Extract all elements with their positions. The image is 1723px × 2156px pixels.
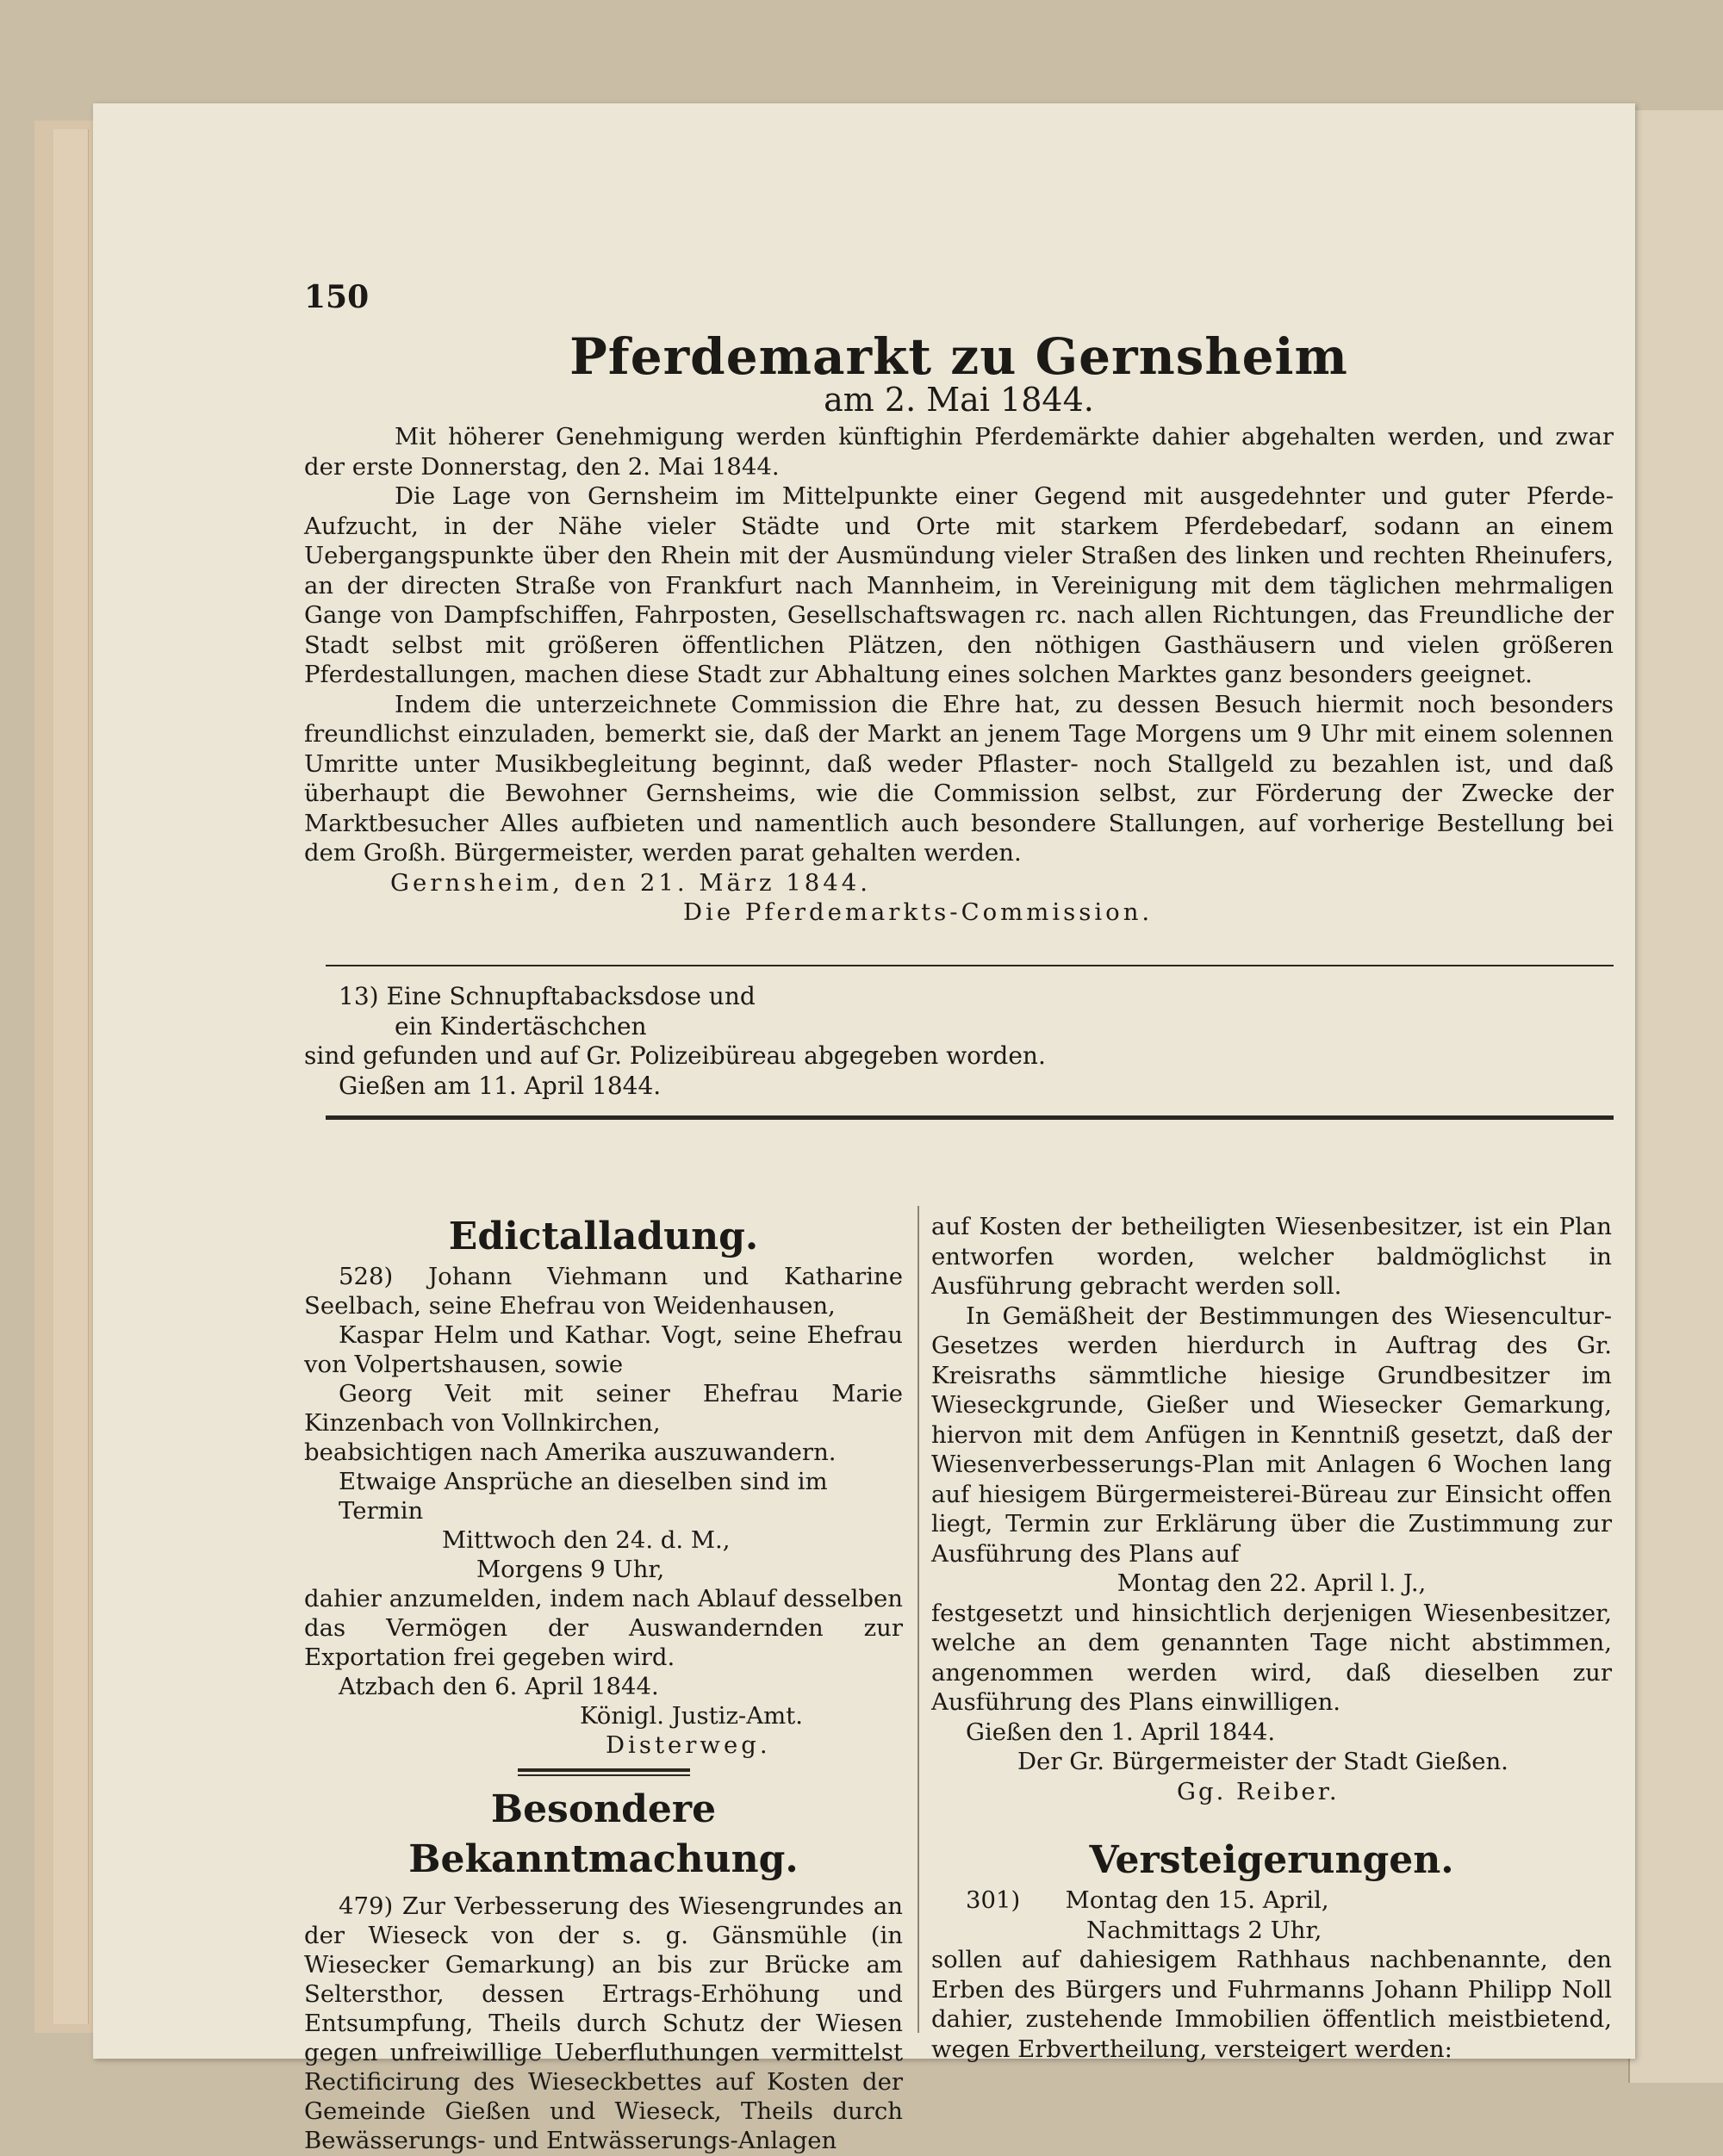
- notice-paragraph-2: Die Lage von Gernsheim im Mittelpunkte einer Gegend mit ausgedehnter und guter Pferde-Aufzucht, in der Nähe vieler Städte und Orte mit starkem Pferdebedarf, sodann an einem Uebergangspunkte über den Rhein mit der Ausmündung vieler Straßen des linken und rechten Rheinufers, an der directen Straße von Frankfurt nach Mannheim, in Vereinigung mit dem täglichen mehrmaligen Gange von Dampfschiffen, Fahrposten, Gesellschaftswagen rc. nach allen Richtungen, das Freundliche der Stadt selbst mit größeren öffentlichen Plätzen, den nöthigen Gasthäusern und vielen größeren Pferdestallungen, machen diese Stadt zur Abhaltung eines solchen Marktes ganz besonders geeignet.: [304, 482, 1614, 688]
- bekanntmachung-continuation-1: auf Kosten der betheiligten Wiesenbesitzer, ist ein Plan entworfen worden, welcher baldmöglichst in Ausführung gebracht werden soll.: [931, 1213, 1612, 1300]
- page: [93, 103, 1635, 2154]
- edictalladung-line-1: 528) Johann Viehmann und Katharine Seelbach, seine Ehefrau von Weidenhausen,: [304, 1263, 903, 1320]
- notice-paragraph-3: Indem die unterzeichnete Commission die Ehre hat, zu dessen Besuch hiermit noch besonders freundlichst einzuladen, bemerkt sie, daß der Markt an jenem Tage Morgens um 9 Uhr mit einem solennen Umritte unter Musikbegleitung beginnt, daß weder Pflaster- noch Stallgeld zu bezahlen ist, und daß überhaupt die Bewohner Gernsheims, wie die Commission selbst, zur Förderung der Zwecke der Marktbesucher Alles aufbieten und namentlich auch besondere Stallungen, auf vorherige Bestellung bei dem Großh. Bürgermeister, werden parat gehalten werden.: [304, 690, 1614, 867]
- page-number: 150: [304, 279, 370, 315]
- bekanntmachung-signature-office: Der Gr. Bürgermeister der Stadt Gießen.: [1017, 1748, 1508, 1775]
- divider-top: [326, 965, 1614, 966]
- versteigerungen-line-2: Nachmittags 2 Uhr,: [1086, 1916, 1322, 1944]
- bekanntmachung-heading: Besondere Bekanntmachung.: [408, 1787, 799, 1881]
- versteigerungen-line-3: sollen auf dahiesigem Rathhaus nachbenannte, den Erben des Bürgers und Fuhrmanns Johann Philipp Noll dahier, zustehende Immobilien öffentlich meistbietend, wegen Erbvertheilung, versteigert werden:: [931, 1946, 1612, 2063]
- edictalladung-line-4: beabsichtigen nach Amerika auszuwandern.: [304, 1438, 837, 1466]
- spacer: [931, 1806, 1612, 1836]
- edictalladung-line-7: Morgens 9 Uhr,: [476, 1556, 665, 1583]
- left-column: [304, 1212, 903, 2155]
- lost-found-line-3: sind gefunden und auf Gr. Polizeibüreau abgegeben worden.: [304, 1041, 1046, 1070]
- edictalladung-heading: Edictalladung.: [448, 1215, 759, 1258]
- notice-paragraph-1: Mit höherer Genehmigung werden künftighin Pferdemärkte dahier abgehalten werden, und zwar der erste Donnerstag, den 2. Mai 1844.: [304, 423, 1614, 481]
- book-edge-left-inner: [53, 129, 89, 2024]
- edictalladung-office: Königl. Justiz-Amt.: [580, 1702, 803, 1730]
- notice-body: [304, 422, 1614, 928]
- bekanntmachung-signature-name: Gg. Reiber.: [1177, 1777, 1340, 1805]
- edictalladung-signature: Disterweg.: [606, 1731, 771, 1759]
- column-divider: [917, 1206, 919, 2033]
- edictalladung-line-6: Mittwoch den 24. d. M.,: [442, 1526, 731, 1554]
- edictalladung-line-3: Georg Veit mit seiner Ehefrau Marie Kinzenbach von Vollnkirchen,: [304, 1380, 903, 1437]
- bekanntmachung-date: Montag den 22. April l. J.,: [1117, 1569, 1427, 1597]
- versteigerungen-heading: Versteigerungen.: [1089, 1838, 1454, 1882]
- notice-place-date: Gernsheim, den 21. März 1844.: [390, 868, 872, 897]
- lost-found-line-2: ein Kindertäschchen: [395, 1011, 647, 1041]
- edictalladung-line-5: Etwaige Ansprüche an dieselben sind im Termin: [339, 1468, 828, 1525]
- lost-found-notice: [304, 982, 1614, 1101]
- bekanntmachung-text: 479) Zur Verbesserung des Wiesengrundes an der Wieseck von der s. g. Gänsmühle (in Wiesecker Gemarkung) an bis zur Brücke am Seltersthor, dessen Ertrags-Erhöhung und Entsumpfung, Theils durch Schutz der Wiesen gegen unfreiwillige Ueberfluthungen vermittelst Rectificirung des Wieseckbettes auf Kosten der Gemeinde Gießen und Wieseck, Theils durch Bewässerungs- und Entwässerungs-Anlagen: [304, 1892, 903, 2154]
- bekanntmachung-place-date: Gießen den 1. April 1844.: [966, 1718, 1276, 1746]
- section-divider: [518, 1768, 690, 1776]
- bekanntmachung-continuation-3: festgesetzt und hinsichtlich derjenigen Wiesenbesitzer, welche an dem genannten Tage nicht abstimmen, angenommen werden wird, daß dieselben zur Ausführung des Plans einwilligen.: [931, 1599, 1612, 1716]
- lost-found-line-1: 13) Eine Schnupftabacksdose und: [339, 982, 756, 1010]
- right-column: [931, 1212, 1612, 2064]
- notice-subtitle: am 2. Mai 1844.: [824, 381, 1094, 419]
- divider-columns: [326, 1115, 1614, 1120]
- bekanntmachung-continuation-2: In Gemäßheit der Bestimmungen des Wiesencultur-Gesetzes werden hierdurch in Auftrag des Gr. Kreisraths sämmtliche hiesige Grundbesitzer im Wieseckgrunde, Gießer und Wiesecker Gemarkung, hiervon mit dem Anfügen in Kenntniß gesetzt, daß der Wiesenverbesserungs-Plan mit Anlagen 6 Wochen lang auf hiesigem Bürgermeisterei-Büreau zur Einsicht offen liegt, Termin zur Erklärung über die Zustimmung zur Ausführung des Plans auf: [931, 1302, 1612, 1568]
- edictalladung-line-2: Kaspar Helm und Kathar. Vogt, seine Ehefrau von Volpertshausen, sowie: [304, 1321, 903, 1378]
- notice-signature: Die Pferdemarkts-Commission.: [683, 898, 1154, 926]
- edictalladung-place-date: Atzbach den 6. April 1844.: [339, 1673, 659, 1700]
- book-edge-right: [1628, 110, 1723, 2083]
- notice-title: Pferdemarkt zu Gernsheim: [569, 327, 1348, 386]
- versteigerungen-line-1: 301) Montag den 15. April,: [966, 1886, 1329, 1914]
- lost-found-line-4: Gießen am 11. April 1844.: [339, 1071, 662, 1100]
- edictalladung-line-8: dahier anzumelden, indem nach Ablauf desselben das Vermögen der Auswandernden zur Exportation frei gegeben wird.: [304, 1585, 903, 1671]
